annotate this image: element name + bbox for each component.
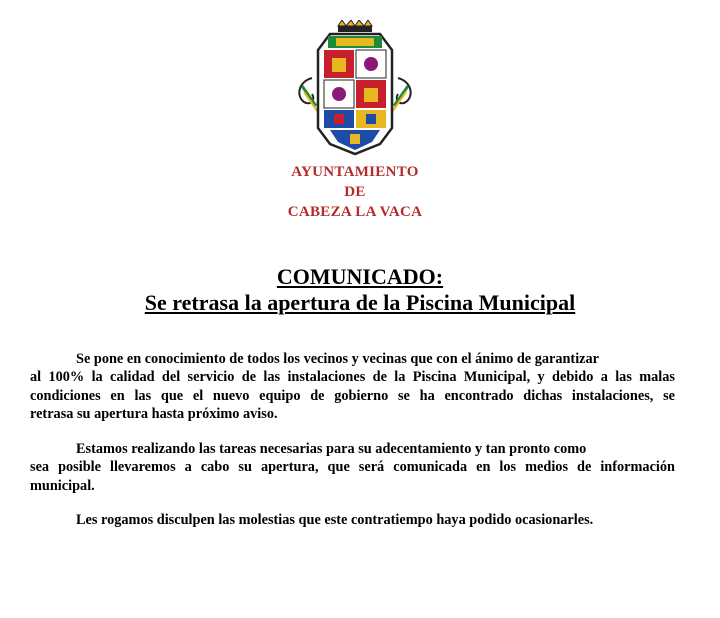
paragraph-1-line: condiciones en las que el nuevo equipo de gobierno se ha encontrado dichas instalaciones, se (30, 387, 675, 404)
paragraph-2 (30, 440, 675, 495)
paragraph-1 (30, 350, 675, 423)
paragraph-2-line: municipal. (30, 477, 95, 494)
paragraph-1-line: al 100% la calidad del servicio de las instalaciones de la Piscina Municipal, y debido a las malas (30, 369, 675, 386)
coat-of-arms-icon (290, 20, 420, 160)
paragraph-3-line: Les rogamos disculpen las molestias que este contratiempo haya podido ocasionarles. (76, 512, 594, 528)
org-name-line-3: CABEZA LA VACA (287, 204, 423, 220)
paragraph-2-line: Estamos realizando las tareas necesarias para su adecentamiento y tan pronto como (76, 441, 587, 457)
notice-subtitle: Se retrasa la apertura de la Piscina Municipal (144, 290, 576, 315)
paragraph-2-line: sea posible llevaremos a cabo su apertura, que será comunicada en los medios de información (30, 459, 675, 476)
paragraph-1-line: retrasa su apertura hasta próximo aviso. (30, 405, 278, 422)
org-name-line-2: DE (344, 184, 366, 200)
notice-title: COMUNICADO: (276, 264, 444, 289)
paragraph-1-line: Se pone en conocimiento de todos los vecinos y vecinas que con el ánimo de garantizar (76, 351, 600, 367)
paragraph-3 (30, 511, 675, 529)
org-name-line-1: AYUNTAMIENTO (291, 164, 419, 180)
